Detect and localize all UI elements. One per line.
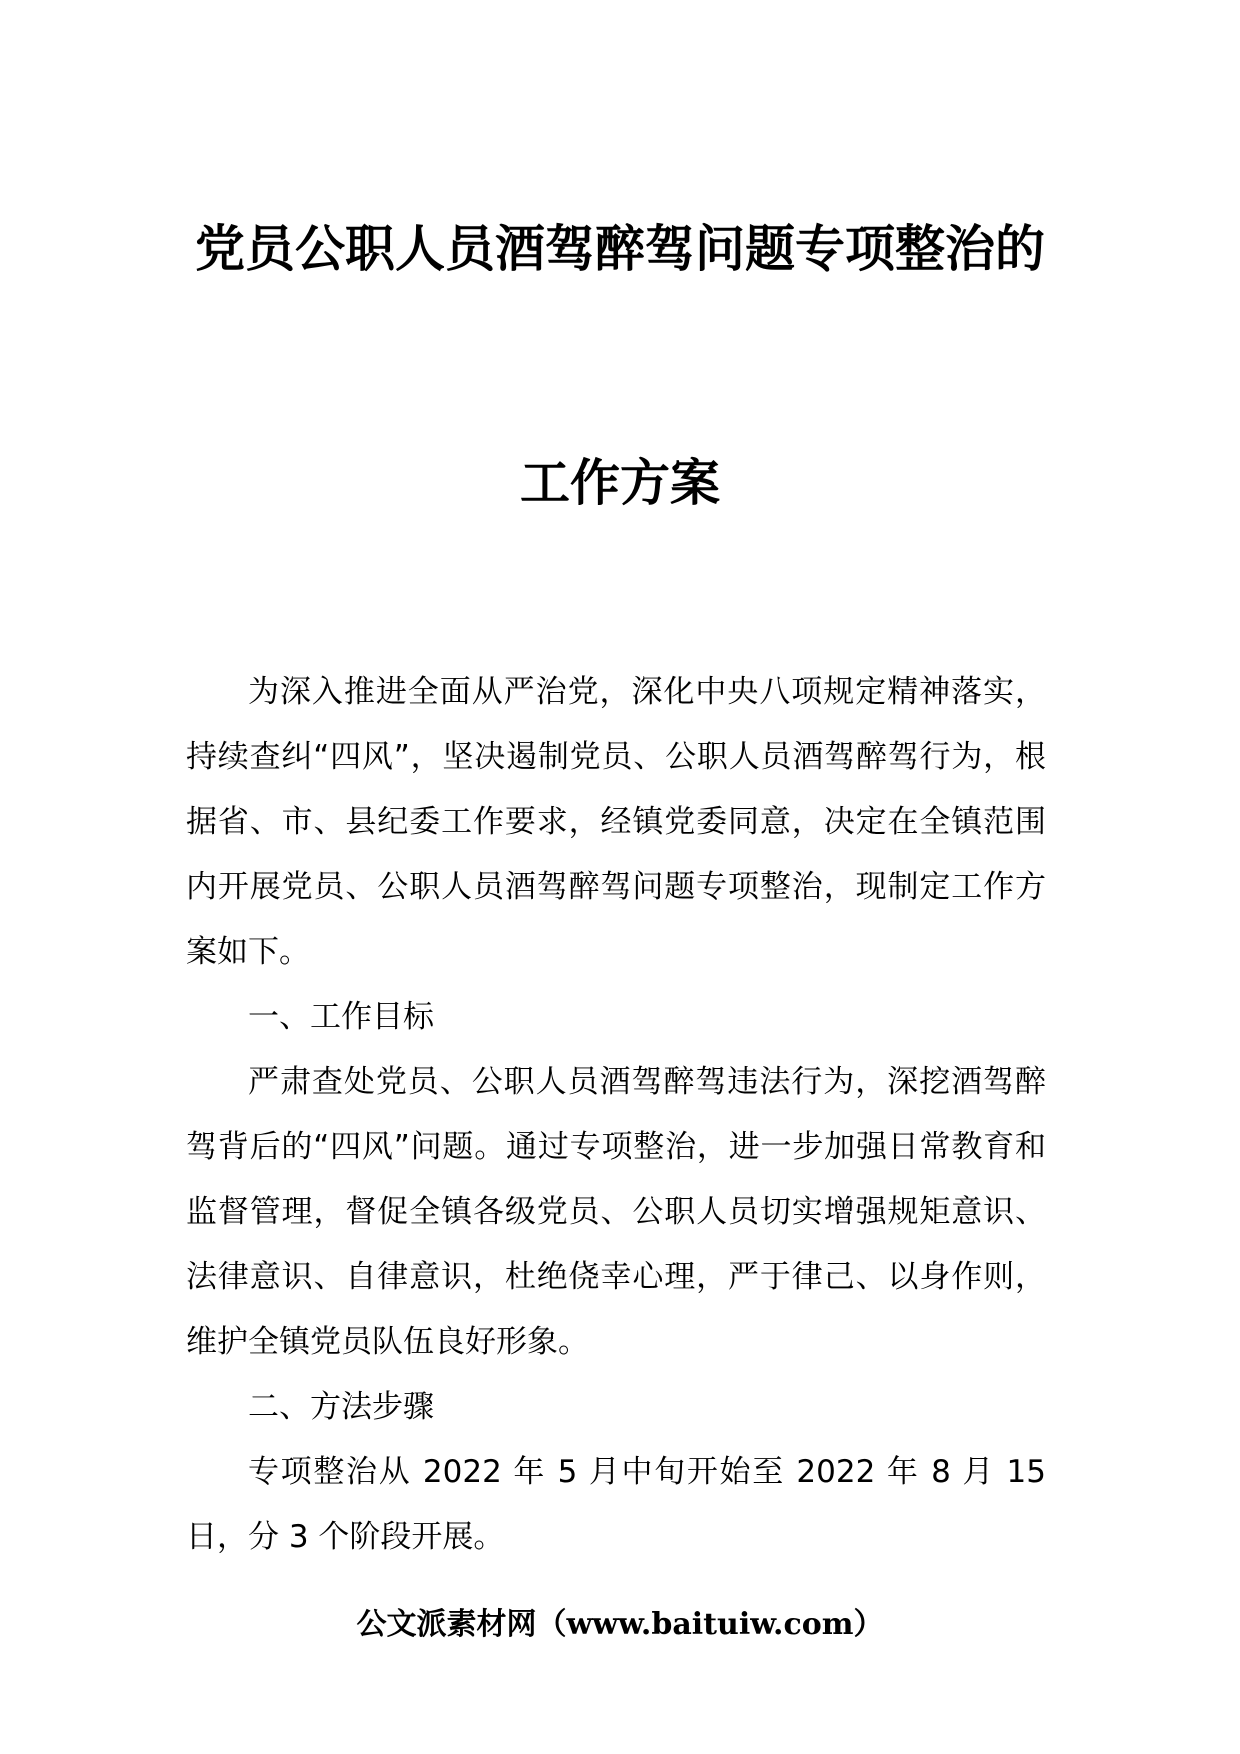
document-title-line-2: 工作方案 [520,454,720,512]
footer-watermark-text: 公文派素材网（www.baituiw.com） [356,1607,884,1642]
paragraph-goals: 严肃查处党员、公职人员酒驾醉驾违法行为，深挖酒驾醉驾背后的“四风”问题。通过专项整治，进一步加强日常教育和监督管理，督促全镇各级党员、公职人员切实增强规矩意识、法律意识、自律意识，杜绝侥幸心理，严于律己、以身作则，维护全镇党员队伍良好形象。 [186,1064,1046,1360]
document-body [186,660,1046,1570]
document-title-line-1: 党员公职人员酒驾醉驾问题专项整治的 [195,220,1045,278]
paragraph-steps: 专项整治从 2022 年 5 月中旬开始至 2022 年 8 月 15 日，分 3 个阶段开展。 [186,1454,1046,1555]
section-heading-goals: 一、工作目标 [248,999,434,1035]
paragraph-intro: 为深入推进全面从严治党，深化中央八项规定精神落实，持续查纠“四风”，坚决遏制党员、公职人员酒驾醉驾行为，根据省、市、县纪委工作要求，经镇党委同意，决定在全镇范围内开展党员、公职人员酒驾醉驾问题专项整治，现制定工作方案如下。 [186,674,1046,970]
section-heading-steps: 二、方法步骤 [248,1389,434,1425]
